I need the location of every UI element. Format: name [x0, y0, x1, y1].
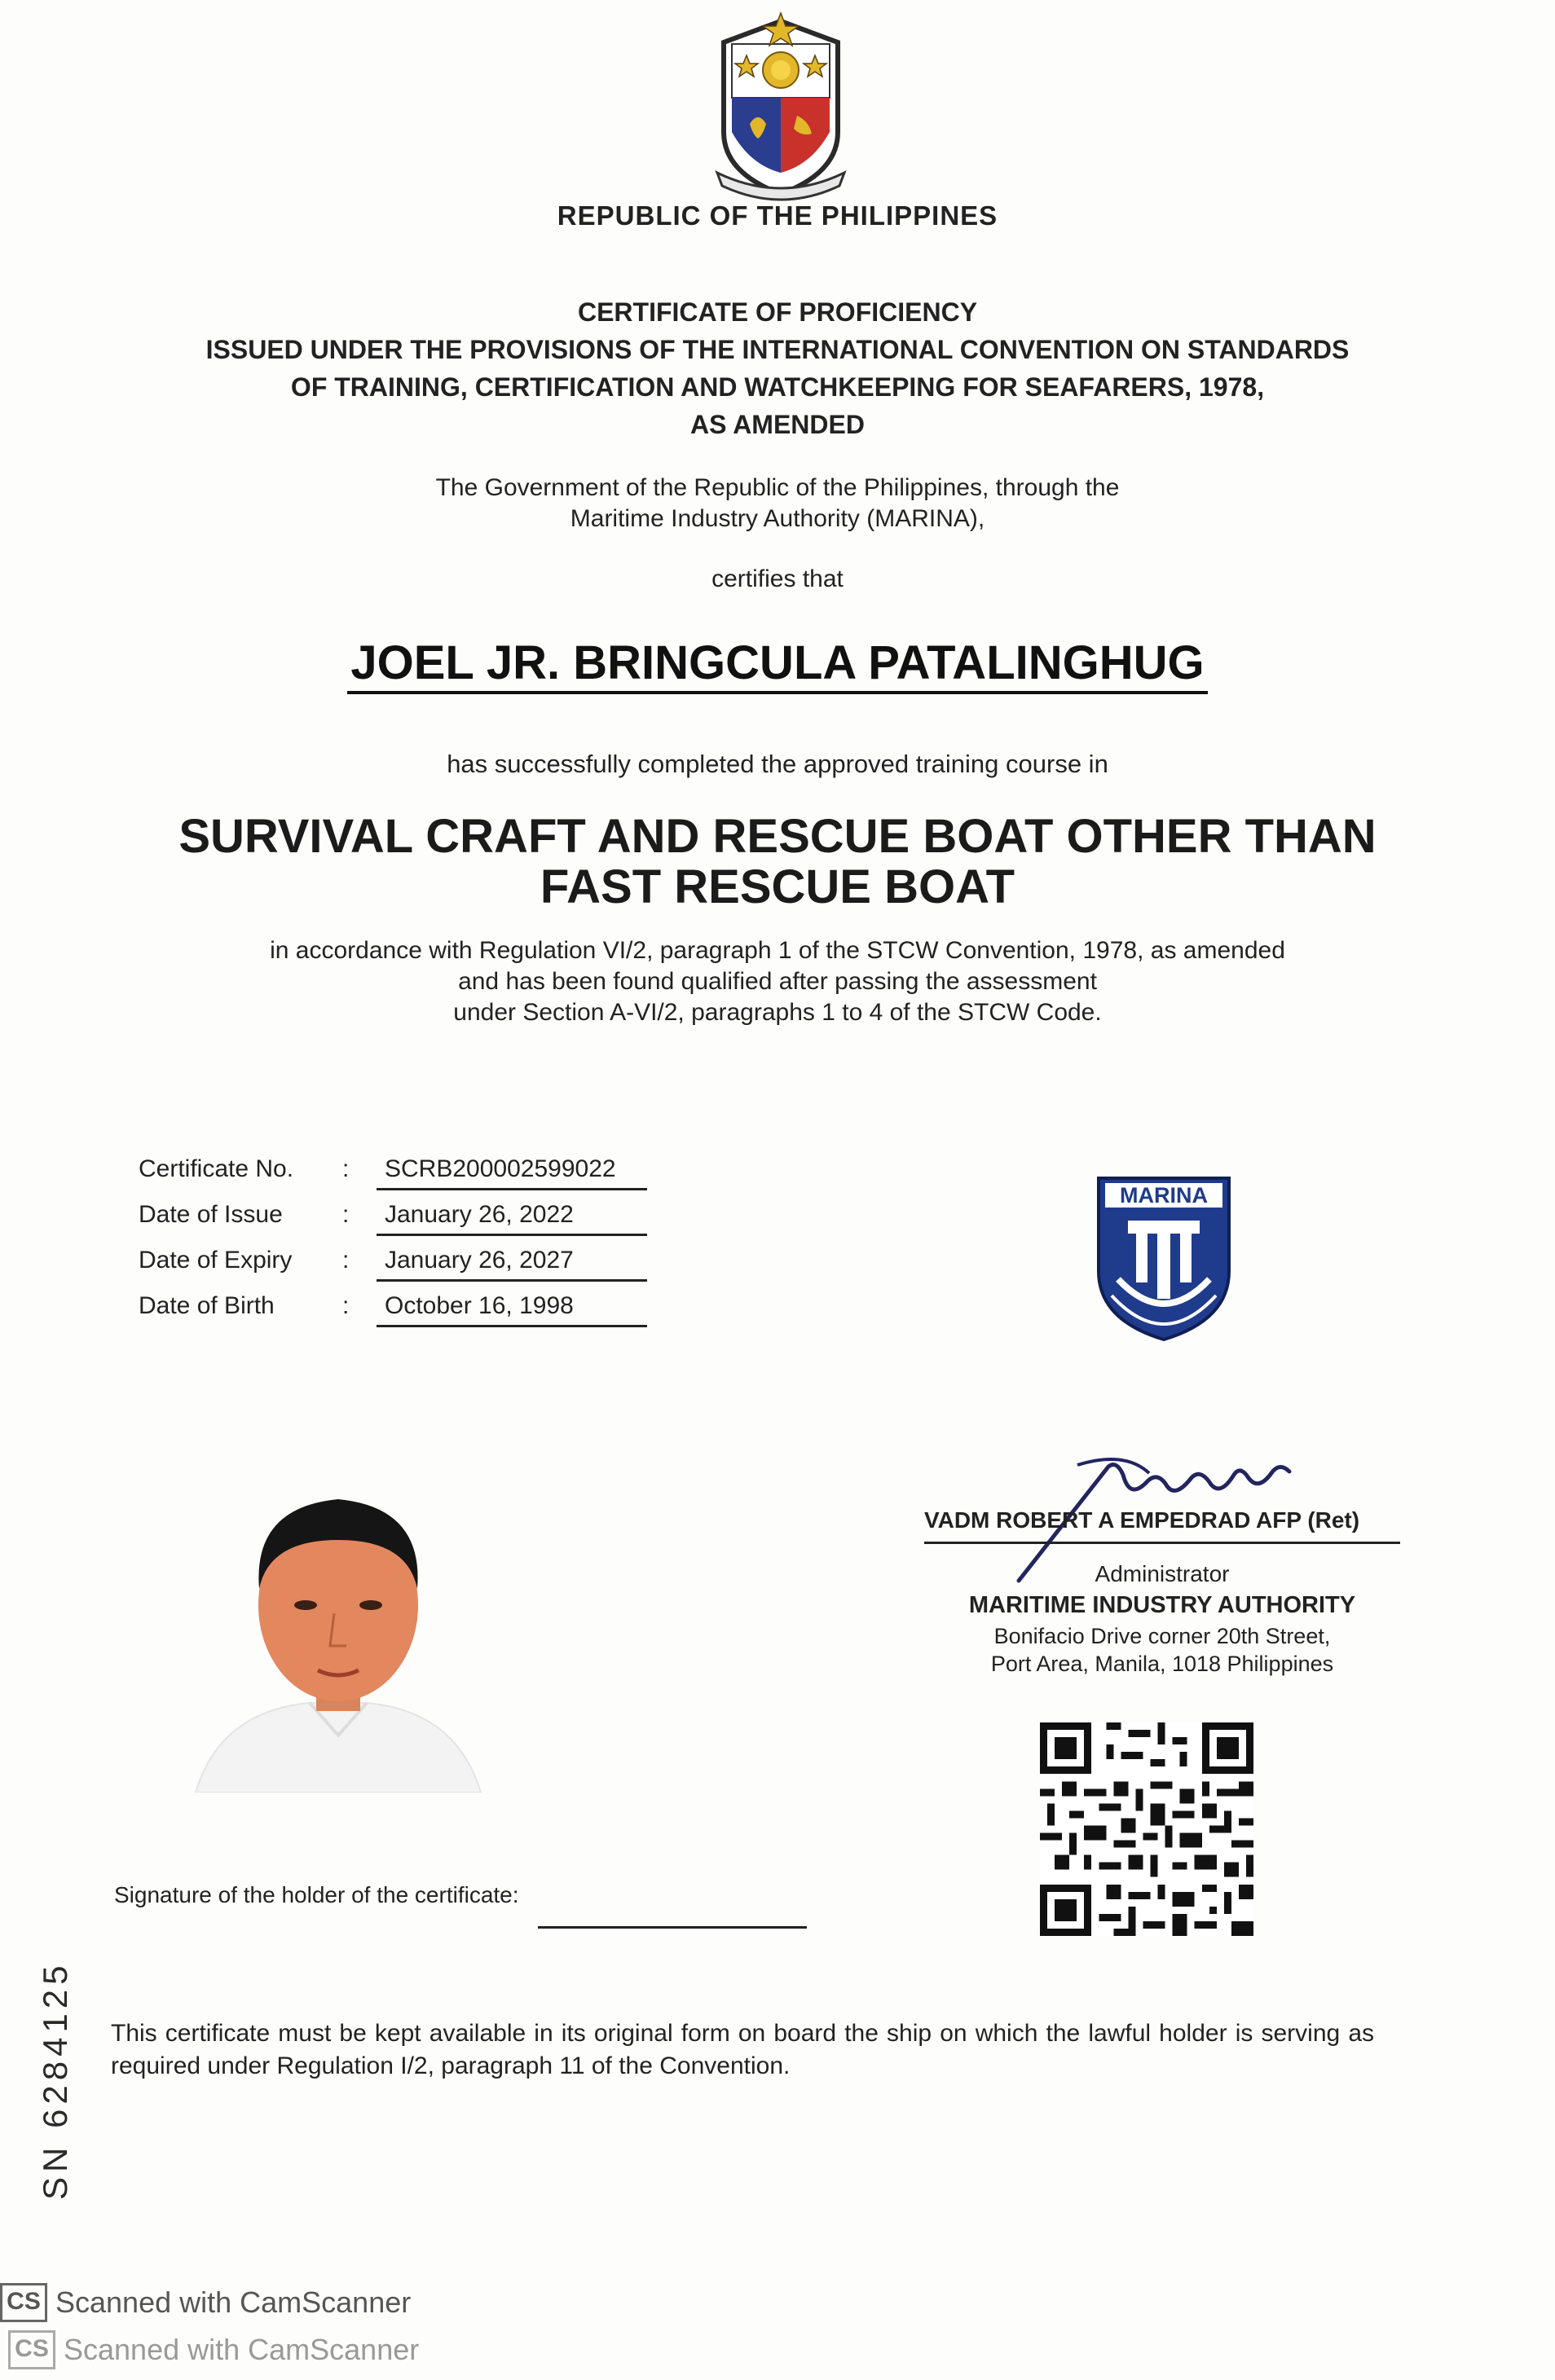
regulation-line: under Section A-VI/2, paragraphs 1 to 4 of the STCW Code. [453, 999, 1102, 1026]
philippine-seal-icon [699, 10, 862, 205]
marina-logo-text: MARINA [1120, 1183, 1208, 1208]
field-label: Certificate No. [139, 1155, 294, 1182]
title-line: OF TRAINING, CERTIFICATION AND WATCHKEEPING FOR SEAFARERS, 1978, [290, 372, 1265, 402]
title-line: ISSUED UNDER THE PROVISIONS OF THE INTERNATIONAL CONVENTION ON STANDARDS [205, 335, 1350, 364]
field-label: Date of Issue [139, 1201, 283, 1228]
gov-line: The Government of the Republic of the Philippines, through the [435, 474, 1120, 501]
holder-signature-label: Signature of the holder of the certificate: [114, 1882, 519, 1907]
signatory-position: Administrator [1095, 1561, 1230, 1586]
government-statement [0, 473, 1555, 535]
holder-photo [187, 1467, 489, 1793]
scanner-watermark [0, 2283, 411, 2322]
custody-notice: This certificate must be kept available in its original form on board the ship on which the lawful holder is serving as required under Regulation I/2, paragraph 11 of the Convention. [111, 2020, 1374, 2079]
title-line: AS AMENDED [690, 410, 865, 439]
scanner-text: Scanned with CamScanner [64, 2333, 420, 2366]
date-of-birth-value: October 16, 1998 [377, 1292, 647, 1327]
field-label: Date of Expiry [139, 1247, 293, 1274]
scanner-text: Scanned with CamScanner [55, 2285, 412, 2319]
course-title-line: SURVIVAL CRAFT AND RESCUE BOAT OTHER THAN [178, 810, 1377, 863]
serial-number: SN 6284125 [36, 1960, 74, 2200]
camscanner-icon: CS [8, 2330, 55, 2369]
field-colon: : [342, 1292, 350, 1319]
regulation-statement [0, 935, 1555, 1028]
authority-address [924, 1622, 1400, 1678]
certificate-number-value: SCRB200002599022 [377, 1155, 647, 1190]
certifies-text: certifies that [711, 565, 844, 592]
regulation-line: and has been found qualified after passing the assessment [458, 968, 1097, 995]
holder-signature-line [538, 1926, 807, 1929]
signatory-name: VADM ROBERT A EMPEDRAD AFP (Ret) [924, 1507, 1400, 1544]
scanner-watermark [8, 2330, 419, 2369]
field-label: Date of Birth [139, 1292, 275, 1319]
certificate-title [0, 293, 1555, 443]
camscanner-icon: CS [0, 2283, 47, 2322]
field-colon: : [342, 1247, 350, 1274]
authority-name: MARITIME INDUSTRY AUTHORITY [968, 1592, 1356, 1618]
gov-line: Maritime Industry Authority (MARINA), [570, 505, 985, 532]
field-colon: : [342, 1155, 350, 1182]
course-title [0, 812, 1555, 913]
address-line: Port Area, Manila, 1018 Philippines [990, 1652, 1334, 1676]
completion-statement: has successfully completed the approved training course in [447, 750, 1108, 778]
country-heading: REPUBLIC OF THE PHILIPPINES [557, 200, 998, 231]
holder-name-text: JOEL JR. BRINGCULA PATALINGHUG [347, 636, 1207, 694]
authority-block [924, 1561, 1400, 1678]
date-of-issue-value: January 26, 2022 [377, 1201, 647, 1236]
title-line: CERTIFICATE OF PROFICIENCY [577, 297, 978, 327]
qr-code-icon [1040, 1722, 1253, 1936]
regulation-line: in accordance with Regulation VI/2, paragraph 1 of the STCW Convention, 1978, as amended [270, 937, 1285, 964]
address-line: Bonifacio Drive corner 20th Street, [993, 1624, 1331, 1648]
date-of-expiry-value: January 26, 2027 [377, 1247, 647, 1282]
course-title-line: FAST RESCUE BOAT [540, 860, 1015, 913]
marina-logo-icon [1094, 1173, 1234, 1344]
holder-name [0, 636, 1555, 690]
field-colon: : [342, 1201, 350, 1228]
